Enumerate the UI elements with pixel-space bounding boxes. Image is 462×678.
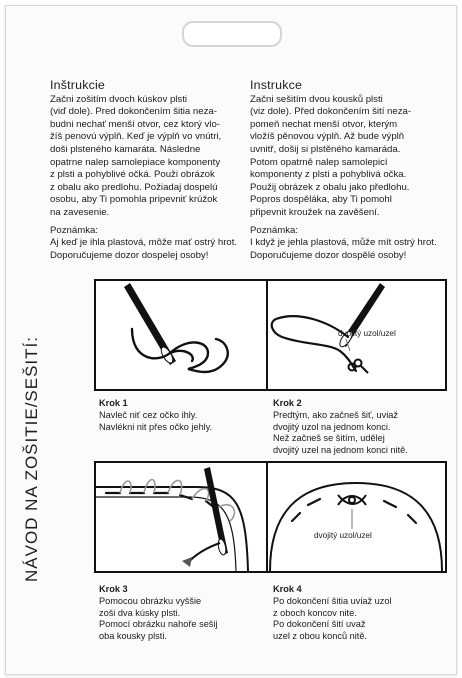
stitching-drawing [96, 463, 273, 571]
step-line: Navlékni nit přes očko jehly. [99, 421, 213, 432]
knot-icon [338, 495, 366, 505]
step-line: Než začneš se šitím, udělej [273, 433, 385, 444]
step-line: Po dokončení šitia uviaž uzol [273, 595, 392, 606]
step-1-caption [99, 398, 277, 433]
step-3-caption [99, 584, 277, 643]
step-heading: Krok 1 [99, 398, 128, 408]
step-line: z oboch koncov nite. [273, 607, 357, 618]
step-line: dvojitý uzel na jednom konci nitě. [273, 445, 408, 456]
step-1-illustration [94, 279, 275, 391]
step-line: zoši dva kúsky plsti. [99, 607, 181, 618]
step-2-caption [273, 398, 451, 457]
step-line: Pomocou obrázku vyššie [99, 595, 202, 606]
step-heading: Krok 3 [99, 584, 128, 594]
instructions-slovak [50, 79, 245, 262]
knot-label: dvojitý uzol/uzel [314, 531, 372, 540]
needle-threading-drawing [96, 281, 273, 389]
instructions-title-sk: Inštrukcie [50, 78, 106, 92]
arrow-icon [182, 557, 192, 567]
felt-edge-outer [96, 487, 248, 571]
note-heading-cz: Poznámka: [250, 224, 298, 236]
step-line: Po dokončení šití uvaž [273, 619, 366, 630]
note-text-sk: Aj keď je ihla plastová, môže mať ostrý hrot. Doporučujeme dozor dospelej osoby! [50, 237, 238, 261]
step-line: Navleč niť cez očko ihly. [99, 409, 198, 420]
step-line: oba kousky plsti. [99, 631, 167, 642]
note-text-cz: I když je jehla plastová, může mít ostrý hrot. Doporučujeme dozor dospělé osoby! [250, 237, 437, 261]
step-4-caption [273, 584, 451, 643]
step-line: uzel z obou konců nitě. [273, 631, 367, 642]
instructions-body-sk: Začni zošitím dvoch kúskov plsti (viď dole). Pred dokončením šitia neza- budni nechať menší otvor, cez ktorý vlo- žíš penovú výplň. Keď je výplň vo vnútri, doši plsteného kamaráta. Následne opatrne nalep samolepiace komponenty z plsti a pohyblivé očká. Použi obrázok z obalu ako predlohu. Požiadaj dospelú osobu, aby Ti pomohla pripevniť krúžok na zavesenie. [50, 93, 222, 218]
step-line: dvojitý uzol na jednom konci. [273, 421, 391, 432]
step-line: Pomocí obrázku nahoře sešij [99, 619, 218, 630]
instructions-title-cz: Instrukce [250, 78, 303, 92]
step-line: Predtým, ako začneš šiť, uviaž [273, 409, 398, 420]
instructions-czech [250, 79, 445, 262]
thread-icon [188, 543, 220, 563]
stitch-marks [106, 493, 216, 509]
step-3-illustration [94, 461, 275, 573]
finish-knot-drawing [268, 463, 445, 571]
side-title-vertical: NÁVOD NA ZOŠITIE/SEŠITÍ: [22, 336, 41, 582]
knot-icon [349, 360, 369, 374]
needle-icon [124, 283, 176, 365]
knot-label: dvojitý uzol/uzel [338, 329, 396, 338]
step-4-illustration [266, 461, 447, 573]
needle-icon [338, 283, 385, 349]
step-heading: Krok 2 [273, 398, 302, 408]
note-heading-sk: Poznámka: [50, 224, 98, 236]
thread-icon [132, 329, 228, 372]
step-2-illustration [266, 279, 447, 391]
step-heading: Krok 4 [273, 584, 302, 594]
hang-tab-slot [182, 21, 282, 47]
instructions-body-cz: Začni sešitím dvou kousků plsti (viz dole). Před dokončením šití neza- pomeň nechat menší otvor, kterým vložíš pěnovou výplň. Až bude výplň uvnitř, došij si plstěného kamaráda. Potom opatrně nalep samolepicí komponenty z plsti a pohyblivá očka. Použij obrázek z obalu jako předlohu. Popros dospěláka, aby Ti pomohl připevnit kroužek na zavěšení. [250, 93, 412, 218]
